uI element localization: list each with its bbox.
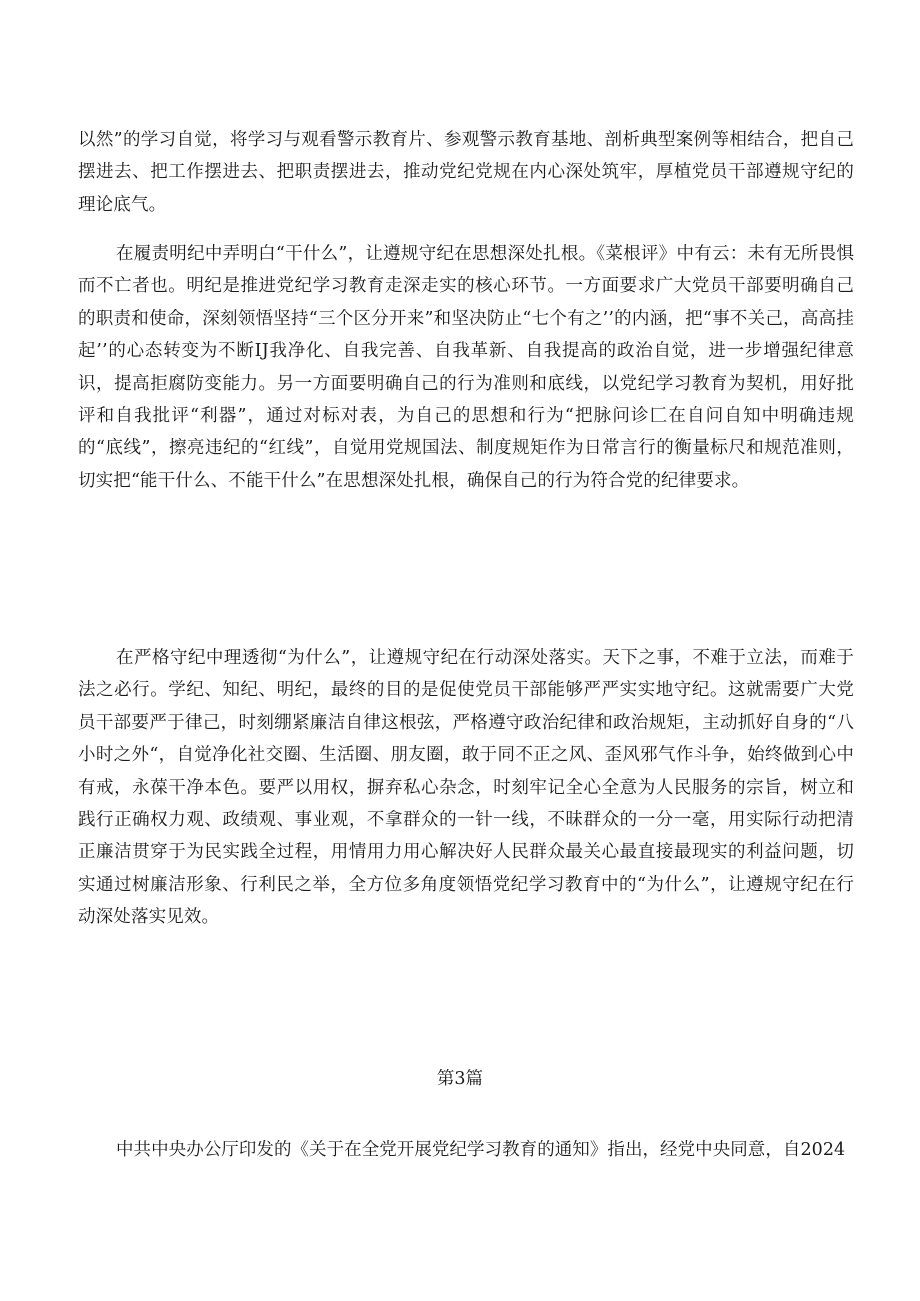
paragraph-continuation: 以然”的学习自觉，将学习与观看警示教育片、参观警示教育基地、剖析典型案例等相结合，把自己摆进去、把工作摆进去、把职责摆进去，推动党纪党规在内心深处筑牢，厚植党员干部遵规守纪的理论底气。: [78, 130, 854, 215]
paragraph-shouji: 在严格守纪中理透彻“为什么”，让遵规守纪在行动深处落实。天下之事，不难于立法，而难于法之必行。学纪、知纪、明纪，最终的目的是促使党员干部能够严严实实地守纪。这就需要广大党员干部要严于律己，时刻绷紧廉洁自律这根弦，严格遵守政治纪律和政治规矩，主动抓好自身的“八小时之外“，自觉净化社交圈、生活圈、朋友圈，敢于同不正之风、歪风邪气作斗争，始终做到心中有戒，永葆干净本色。要严以用权，摒弃私心杂念，时刻牢记全心全意为人民服务的宗旨，树立和践行正确权力观、政绩观、事业观，不拿群众的一针一线，不昧群众的一分一毫，用实际行动把清正廉洁贯穿于为民实践全过程，用情用力用心解决好人民群众最关心最直接最现实的利益问题，切实通过树廉洁形象、行利民之举，全方位多角度领悟党纪学习教育中的“为什么”，让遵规守纪在行动深处落实见效。: [78, 648, 854, 928]
paragraph-mingji: 在履责明纪中弄明白“干什么”，让遵规守纪在思想深处扎根。《菜根评》中有云：未有无所畏惧而不亡者也。明纪是推进党纪学习教育走深走实的核心环节。一方面要求广大党员干部要明确自己的职责和使命，深刻领悟坚持“三个区分开来”和坚决防止“七个有之’’的内涵，把“事不关己，高高挂起’’的心态转变为不断IJ我净化、自我完善、自我革新、自我提高的政治自觉，进一步增强纪律意识，提高拒腐防变能力。另一方面要明确自己的行为准则和底线，以党纪学习教育为契机，用好批评和自我批评“利器”，通过对标对表，为自己的思想和行为“把脉问诊匚在自问自知中明确违规的“底线”，擦亮违纪的“红线”，自觉用党规国法、制度规矩作为日常言行的衡量标尺和规范准则，切实把“能干什么、不能干什么”在思想深处扎根，确保自己的行为符合党的纪律要求。: [78, 244, 854, 491]
section-heading: 第3篇: [436, 1069, 484, 1089]
paragraph-section-start: 中共中央办公厅印发的《关于在全党开展党纪学习教育的通知》指出，经党中央同意，自2024: [116, 1140, 846, 1160]
